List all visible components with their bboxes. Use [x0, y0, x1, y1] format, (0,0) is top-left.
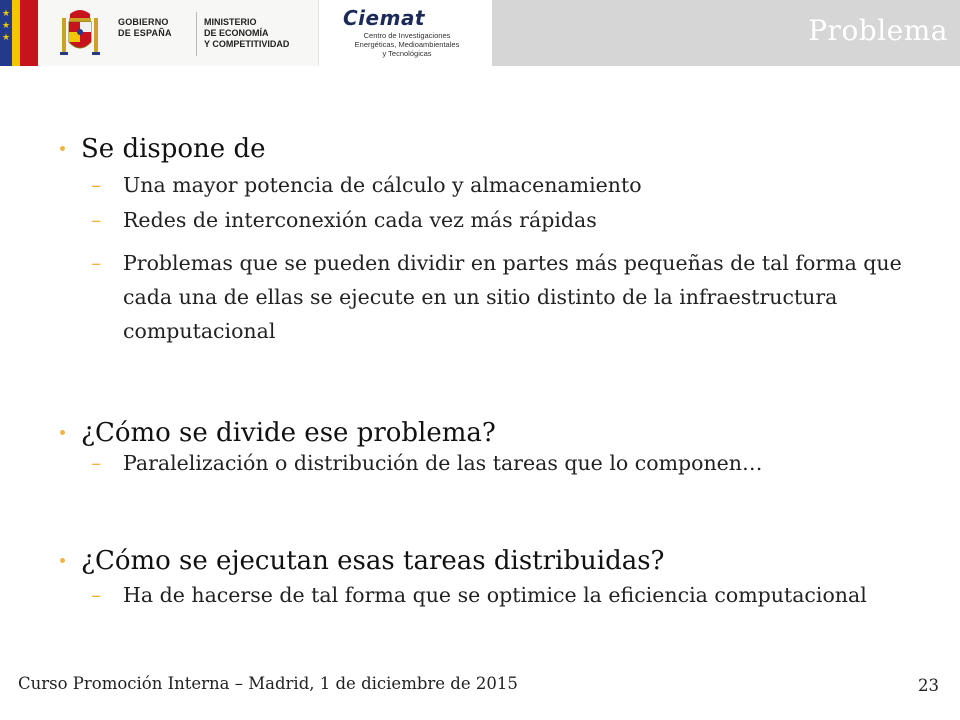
bullet-text: ¿Cómo se ejecutan esas tareas distribuidas? [81, 546, 665, 576]
ministry-line: DE ECONOMÍA [204, 28, 269, 38]
slide-title: Problema [808, 14, 948, 47]
sub-text: Paralelización o distribución de las tareas que lo componen… [123, 451, 763, 475]
spain-flag-stripe [0, 0, 38, 66]
dash-icon: – [91, 251, 102, 275]
dash-icon: – [91, 583, 102, 607]
divider [196, 12, 197, 56]
sub-text: Una mayor potencia de cálculo y almacenamiento [123, 173, 642, 197]
title-bar [492, 0, 960, 66]
eu-stars-icon: ★ ★ ★ [1, 9, 11, 43]
coat-of-arms-icon [58, 6, 102, 60]
sub-text: Redes de interconexión cada vez más rápidas [123, 208, 597, 232]
bullet-text: ¿Cómo se divide ese problema? [81, 418, 496, 448]
bullet-text: Se dispone de [81, 134, 266, 164]
bullet-icon [60, 146, 65, 151]
footer-text: Curso Promoción Interna – Madrid, 1 de diciembre de 2015 [18, 674, 518, 693]
page-number: 23 [918, 676, 939, 695]
gov-line: DE ESPAÑA [118, 28, 172, 38]
ciemat-subtitle [329, 31, 485, 58]
sub-text: Ha de hacerse de tal forma que se optimice la eficiencia computacional [123, 583, 867, 607]
bullet-icon [60, 430, 65, 435]
ciemat-sub-line: Centro de Investigaciones [363, 31, 451, 40]
ciemat-sub-line: y Tecnológicas [382, 49, 432, 58]
ciemat-sub-line: Energéticas, Medioambientales [354, 40, 460, 49]
dash-icon: – [91, 208, 102, 232]
government-logo-block [38, 0, 318, 66]
ministry-line: MINISTERIO [204, 17, 257, 27]
sub-text: Problemas que se pueden dividir en partes más pequeñas de tal forma que cada una de ellas se ejecute en un sitio distinto de la infraestructura computacional [123, 251, 902, 343]
gov-line: GOBIERNO [118, 17, 169, 27]
bullet-icon [60, 558, 65, 563]
dash-icon: – [91, 173, 102, 197]
ministry-text [204, 17, 289, 50]
ciemat-logo: Ciemat [343, 6, 425, 30]
ciemat-logo-block [318, 0, 493, 66]
slide-header [0, 0, 960, 66]
government-text [118, 17, 172, 39]
ministry-line: Y COMPETITIVIDAD [204, 39, 290, 49]
dash-icon: – [91, 451, 102, 475]
